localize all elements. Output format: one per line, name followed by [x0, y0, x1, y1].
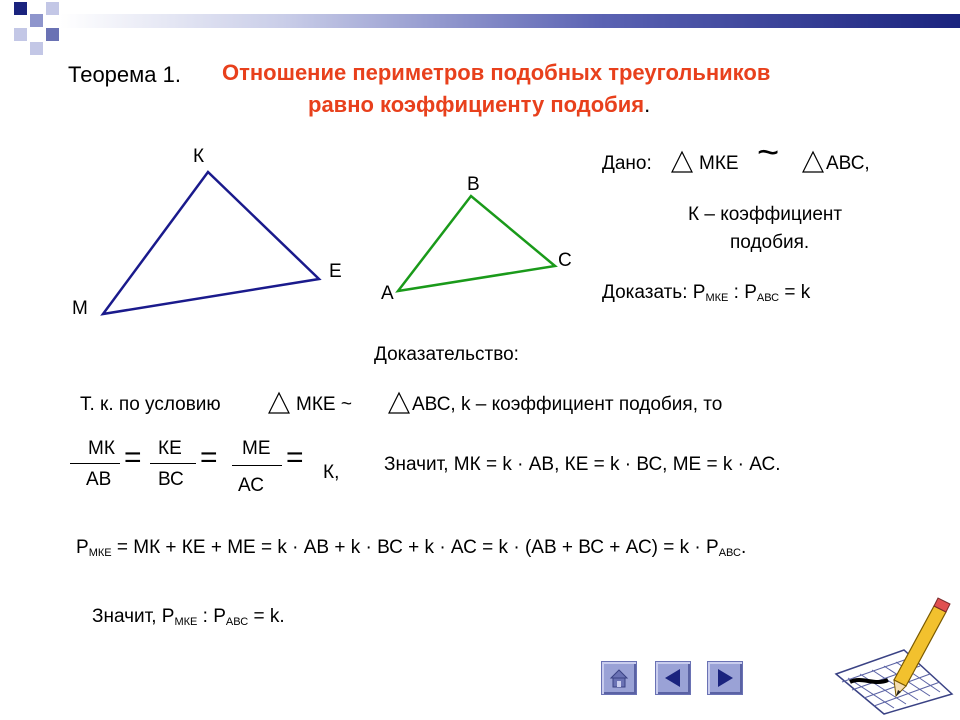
- fraction-bar: [150, 463, 196, 464]
- prove-statement: Доказать: РМКЕ : РАВС = k: [602, 282, 811, 304]
- vertex-k: К: [193, 146, 205, 167]
- vertex-c: С: [558, 250, 572, 271]
- conclusion-line: Значит, РМКЕ : РАВС = k.: [92, 606, 285, 628]
- frac-tail: К,: [323, 462, 340, 483]
- proof-line1-a: Т. к. по условию: [80, 394, 221, 415]
- frac3-den: АС: [238, 475, 264, 496]
- given-tri2: АВС,: [826, 153, 870, 174]
- frac1-num: МК: [88, 438, 115, 459]
- triangle-icon: [266, 390, 292, 416]
- vertex-a: А: [381, 283, 394, 304]
- given-coef-line1: К – коэффициент: [688, 204, 843, 225]
- home-icon: [602, 662, 636, 694]
- theorem-statement-line2: равно коэффициенту подобия.: [308, 92, 651, 117]
- triangle-icon: [386, 390, 412, 416]
- home-button[interactable]: [601, 661, 637, 695]
- equals-sign: =: [200, 441, 218, 474]
- triangle-icon: [800, 149, 826, 175]
- vertex-m: М: [72, 298, 88, 319]
- triangle-icon: [669, 149, 695, 175]
- frac2-num: КЕ: [158, 438, 182, 459]
- proof-line1-c: АВС, k – коэффициент подобия, то: [412, 394, 723, 415]
- theorem-statement-line1: Отношение периметров подобных треугольников: [222, 60, 771, 85]
- proof-title: Доказательство:: [374, 344, 519, 365]
- arrow-right-icon: [708, 662, 742, 694]
- frac3-num: МЕ: [242, 438, 271, 459]
- fraction-bar: [70, 463, 120, 464]
- similar-sign: ~: [757, 132, 780, 174]
- hence-line1: Значит, МК = k · АВ, КЕ = k · ВС, МЕ = k · АС.: [384, 454, 781, 475]
- given-coef-line2: подобия.: [730, 232, 810, 253]
- pencil-notepad-icon: [832, 596, 956, 716]
- vertex-b: В: [467, 174, 480, 195]
- given-label: Дано:: [602, 153, 652, 174]
- frac1-den: АВ: [86, 469, 112, 490]
- proof-line1-b: МКЕ ~: [296, 394, 352, 415]
- arrow-left-icon: [656, 662, 690, 694]
- perimeter-line: РМКЕ = МК + КЕ + МЕ = k · АВ + k · ВС + k · АС = k · (АВ + ВС + АС) = k · РАВС.: [76, 537, 747, 559]
- equals-sign: =: [124, 441, 142, 474]
- fraction-bar: [232, 465, 282, 466]
- prev-button[interactable]: [655, 661, 691, 695]
- theorem-label: Теорема 1.: [68, 62, 181, 87]
- given-tri1: МКЕ: [699, 153, 739, 174]
- triangle-mke: [103, 172, 319, 314]
- equals-sign: =: [286, 441, 304, 474]
- frac2-den: ВС: [158, 469, 184, 490]
- vertex-e: Е: [329, 261, 342, 282]
- triangle-abc: [398, 196, 555, 291]
- next-button[interactable]: [707, 661, 743, 695]
